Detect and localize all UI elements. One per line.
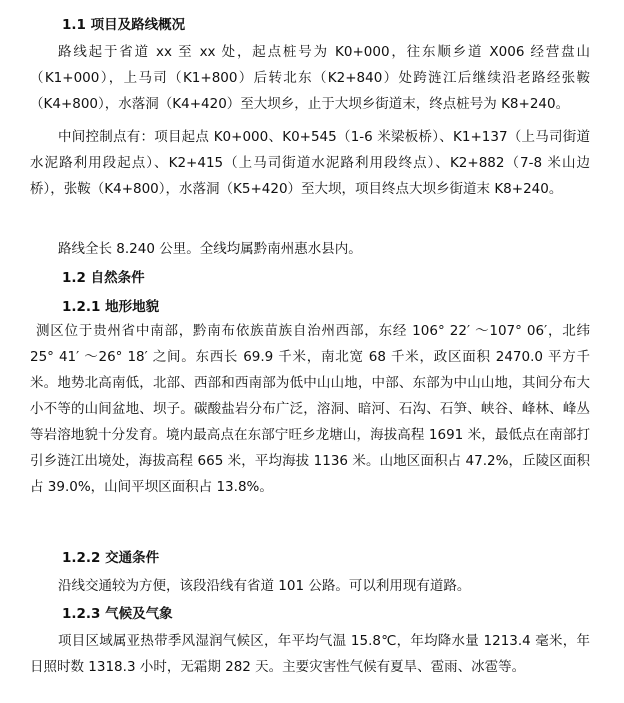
heading-1-1: 1.1 项目及路线概况 (62, 17, 186, 33)
paragraph-route-length: 路线全长 8.240 公里。全线均属黔南州惠水县内。 (58, 241, 362, 257)
paragraph-traffic: 沿线交通较为方便，该段沿线有省道 101 公路。可以利用现有道路。 (58, 578, 471, 594)
heading-1-2-3: 1.2.3 气候及气象 (62, 606, 173, 622)
heading-1-2: 1.2 自然条件 (62, 270, 145, 286)
heading-1-2-2: 1.2.2 交通条件 (62, 550, 160, 566)
paragraph-terrain: 测区位于贵州省中南部，黔南布依族苗族自治州西部，东经 106° 22′ ～107° 06′，北纬 25° 41′ ～26° 18′ 之间。东西长 69.9 千米，南北宽 68 千米，政区面积 2470.0 平方千米。地势北高南低，北部、西部和西南部为低中山山地，中部、东部为中山山地，其间分布大小不等的山间盆地、坝子。碳酸盐岩分布广泛，溶洞、暗河、石沟、石笋、峡谷、峰林、峰丛等岩溶地貌十分发育。境内最高点在东部宁旺乡龙塘山，海拔高程 1691 米，最低点在南部打引乡涟江出境处，海拔高程 665 米，平均海拔 1136 米。山地区面积占 47.2%，丘陵区面积占 39.0%，山间平坝区面积占 13.8%。 (30, 323, 590, 495)
paragraph-control-points: 中间控制点有：项目起点 K0+000、K0+545（1-6 米梁板桥）、K1+137（上马司街道水泥路利用段起点）、K2+415（上马司街道水泥路利用段终点）、K2+882（7-8 米山边桥），张鞍（K4+800），水落洞（K5+420）至大坝，项目终点大坝乡街道末 K8+240。 (30, 129, 590, 197)
paragraph-climate: 项目区域属亚热带季风湿润气候区，年平均气温 15.8℃，年均降水量 1213.4 毫米，年日照时数 1318.3 小时，无霜期 282 天。主要灾害性气候有夏旱、雹雨、冰雹等。 (30, 633, 590, 675)
heading-1-2-1: 1.2.1 地形地貌 (62, 299, 160, 315)
paragraph-route-start: 路线起于省道 xx 至 xx 处，起点桩号为 K0+000，往东顺乡道 X006 经营盘山（K1+000），上马司（K1+800）后转北东（K2+840）处跨涟江后继续沿老路经张鞍（K4+800），水落洞（K4+420）至大坝乡，止于大坝乡街道末，终点桩号为 K8+240。 (30, 44, 590, 112)
